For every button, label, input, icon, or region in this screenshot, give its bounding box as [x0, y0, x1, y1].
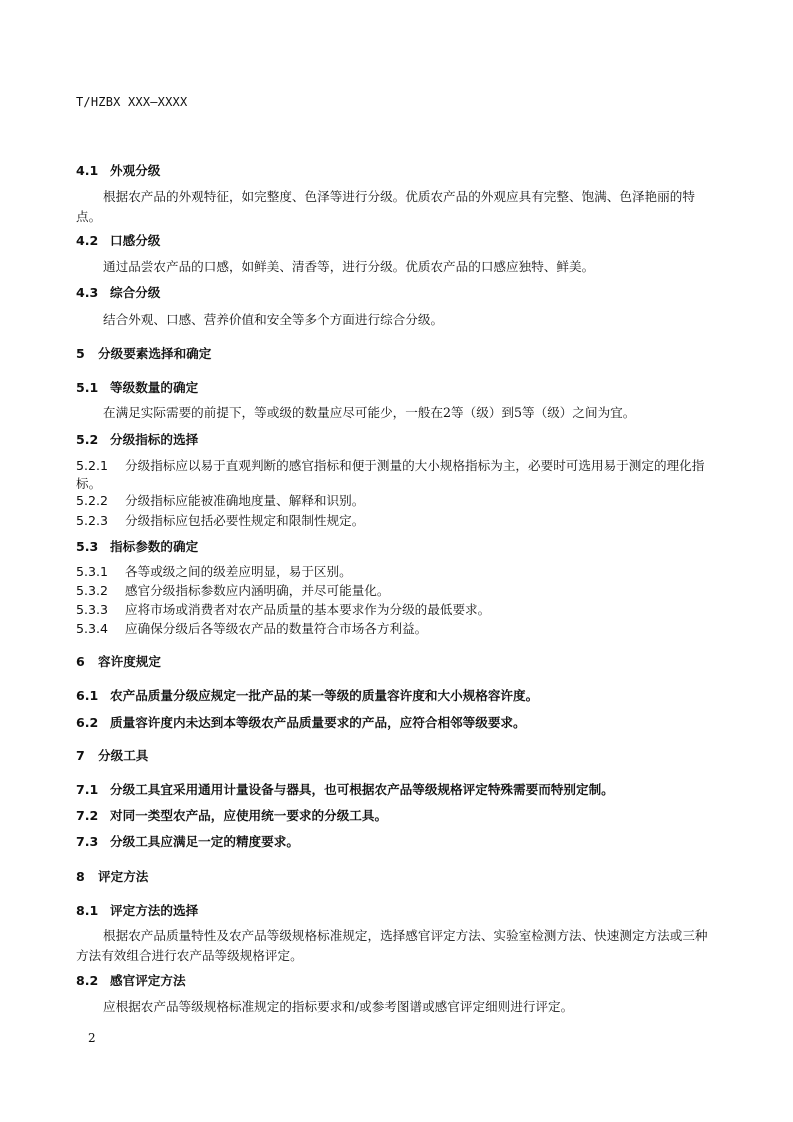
section-4-1-heading: 4.1 外观分级 — [76, 163, 161, 178]
clause-5-2-1: 5.2.1 分级指标应以易于直观判断的感官指标和便于测量的大小规格指标为主，必要时可选用易于测定的理化指标。 — [76, 458, 705, 491]
section-5-3-heading: 5.3 指标参数的确定 — [76, 539, 199, 554]
document-header: T/HZBX XXX—XXXX — [76, 95, 188, 109]
clause-5-3-2: 5.3.2 感官分级指标参数应内涵明确，并尽可能量化。 — [76, 583, 390, 598]
clause-5-2-3: 5.2.3 分级指标应包括必要性规定和限制性规定。 — [76, 513, 365, 528]
section-4-2-text: 通过品尝农产品的口感，如鲜美、清香等，进行分级。优质农产品的口感应独特、鲜美。 — [103, 259, 595, 274]
clause-7-1: 7.1 分级工具宜采用通用计量设备与器具，也可根据农产品等级规格评定特殊需要而特别定制。 — [76, 782, 614, 797]
section-8-2-heading: 8.2 感官评定方法 — [76, 973, 186, 988]
section-8-2-text: 应根据农产品等级规格标准规定的指标要求和/或参考图谱或感官评定细则进行评定。 — [103, 999, 574, 1014]
section-4-2-heading: 4.2 口感分级 — [76, 233, 161, 248]
section-6-heading: 6 容许度规定 — [76, 654, 161, 669]
clause-6-1: 6.1 农产品质量分级应规定一批产品的某一等级的质量容许度和大小规格容许度。 — [76, 688, 539, 703]
clause-7-2: 7.2 对同一类型农产品，应使用统一要求的分级工具。 — [76, 808, 388, 823]
section-5-1-heading: 5.1 等级数量的确定 — [76, 380, 199, 395]
section-8-1-text: 根据农产品质量特性及农产品等级规格标准规定，选择感官评定方法、实验室检测方法、快速测定方法或三种方法有效组合进行农产品等级规格评定。 — [76, 928, 708, 963]
section-8-heading: 8 评定方法 — [76, 869, 149, 884]
section-4-3-text: 结合外观、口感、营养价值和安全等多个方面进行综合分级。 — [103, 312, 444, 327]
clause-5-3-4: 5.3.4 应确保分级后各等级农产品的数量符合市场各方利益。 — [76, 621, 428, 636]
page-number: 2 — [88, 1031, 96, 1045]
clause-5-2-2: 5.2.2 分级指标应能被准确地度量、解释和识别。 — [76, 493, 365, 508]
section-4-1-text: 根据农产品的外观特征，如完整度、色泽等进行分级。优质农产品的外观应具有完整、饱满、色泽艳丽的特点。 — [76, 189, 695, 224]
section-5-2-heading: 5.2 分级指标的选择 — [76, 432, 199, 447]
section-4-3-heading: 4.3 综合分级 — [76, 285, 161, 300]
section-8-1-heading: 8.1 评定方法的选择 — [76, 903, 199, 918]
clause-7-3: 7.3 分级工具应满足一定的精度要求。 — [76, 834, 299, 849]
clause-6-2: 6.2 质量容许度内未达到本等级农产品质量要求的产品，应符合相邻等级要求。 — [76, 715, 526, 730]
section-7-heading: 7 分级工具 — [76, 748, 149, 763]
section-5-1-text: 在满足实际需要的前提下，等或级的数量应尽可能少，一般在2等（级）到5等（级）之间为宜。 — [103, 405, 636, 420]
clause-5-3-1: 5.3.1 各等或级之间的级差应明显，易于区别。 — [76, 564, 352, 579]
section-5-heading: 5 分级要素选择和确定 — [76, 346, 212, 361]
clause-5-3-3: 5.3.3 应将市场或消费者对农产品质量的基本要求作为分级的最低要求。 — [76, 602, 491, 617]
